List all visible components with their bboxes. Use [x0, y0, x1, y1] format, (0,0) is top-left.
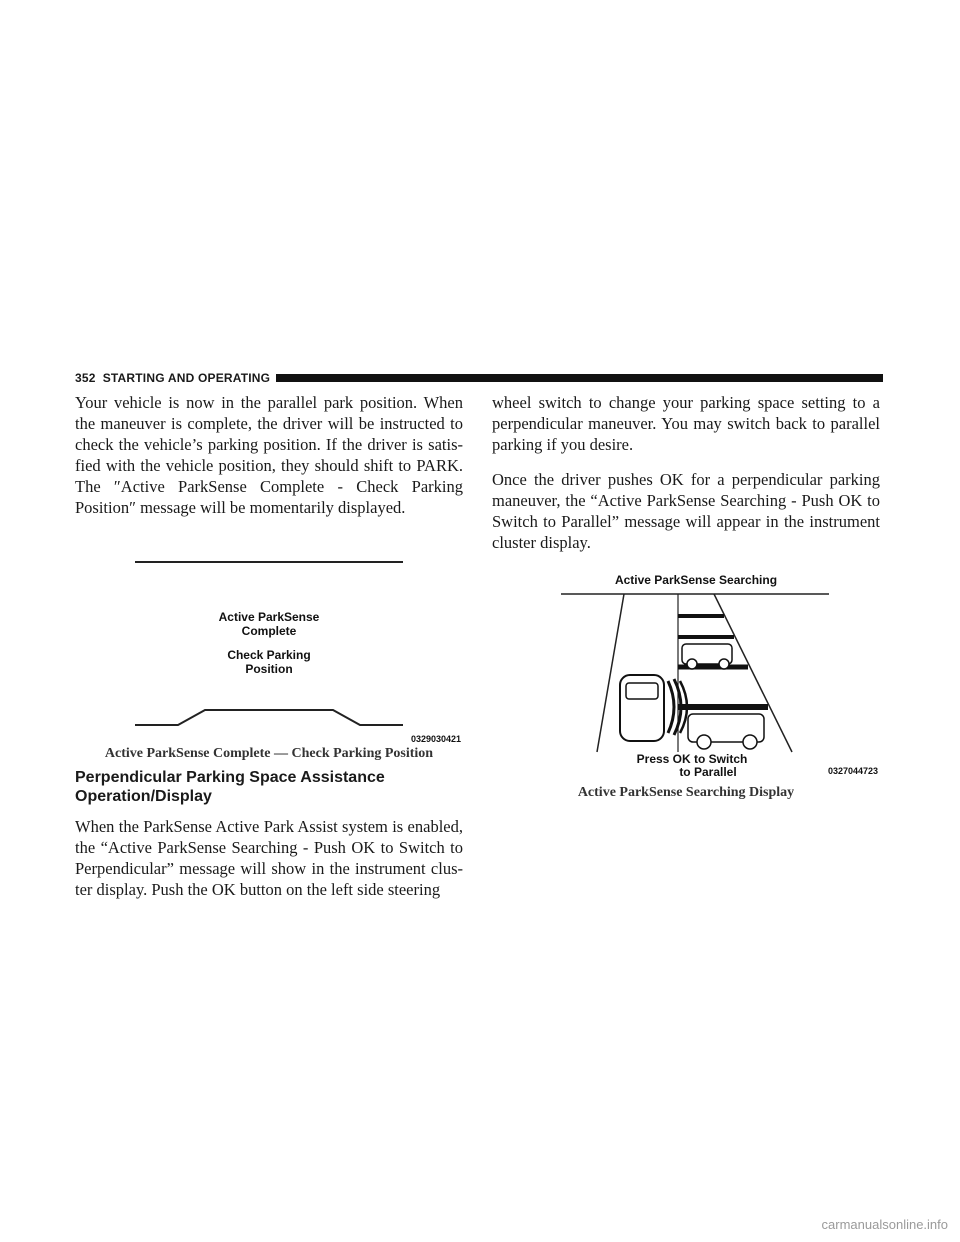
parking-complete-illustration — [75, 544, 463, 744]
section-heading: Perpendicular Parking Space Assistance Operation/Display — [75, 769, 385, 805]
figure-code: 0327044723 — [827, 766, 878, 776]
complete-line-2: Complete — [241, 624, 297, 638]
paragraph: When the ParkSense Active Park Assist system is enabled, the “Active ParkSense Searching - Push OK to Switch to Perpendicular” message will show in the instrument cluster display. Push the OK button on the left side steering — [75, 817, 463, 899]
header-title — [75, 372, 276, 385]
paragraph: Your vehicle is now in the parallel park position. When the maneuver is complete, the driver will be instructed to check the vehicle’s parking position. If the driver is satisfied with the vehicle position, they should shift to PARK. The ″Active ParkSense Complete - Check Parking Position″ message will be momentarily displayed. — [75, 393, 463, 517]
complete-line-4: Position — [245, 662, 293, 676]
figure-parking-complete — [75, 544, 463, 762]
figure-caption: Active ParkSense Searching Display — [577, 785, 795, 800]
vehicle-icon — [620, 675, 687, 741]
searching-title: Active ParkSense Searching — [614, 573, 778, 587]
paragraph: Once the driver pushes OK for a perpendicular parking maneuver, the “Active ParkSense Searching - Push OK to Switch to Parallel” message will appear in the instrument cluster display. — [492, 470, 880, 552]
left-column — [75, 392, 463, 914]
page-number: 352 — [75, 371, 96, 385]
section-title: STARTING AND OPERATING — [102, 371, 271, 385]
figure-parking-searching — [492, 567, 880, 801]
watermark: carmanualsonline.info — [821, 1217, 948, 1232]
paragraph: wheel switch to change your parking space setting to a perpendicular maneuver. You may switch back to parallel parking if you desire. — [492, 393, 880, 454]
page-header — [75, 372, 883, 385]
complete-line-3: Check Parking — [227, 648, 311, 662]
figure-caption: Active ParkSense Complete — Check Parking Position — [104, 746, 434, 761]
searching-line-1: Press OK to Switch — [636, 752, 748, 766]
complete-line-1: Active ParkSense — [218, 610, 320, 624]
right-column — [492, 392, 880, 801]
searching-line-2: to Parallel — [679, 765, 737, 777]
parking-searching-illustration — [492, 567, 880, 777]
parked-car-icon — [688, 714, 764, 749]
figure-code: 0329030421 — [410, 734, 461, 744]
